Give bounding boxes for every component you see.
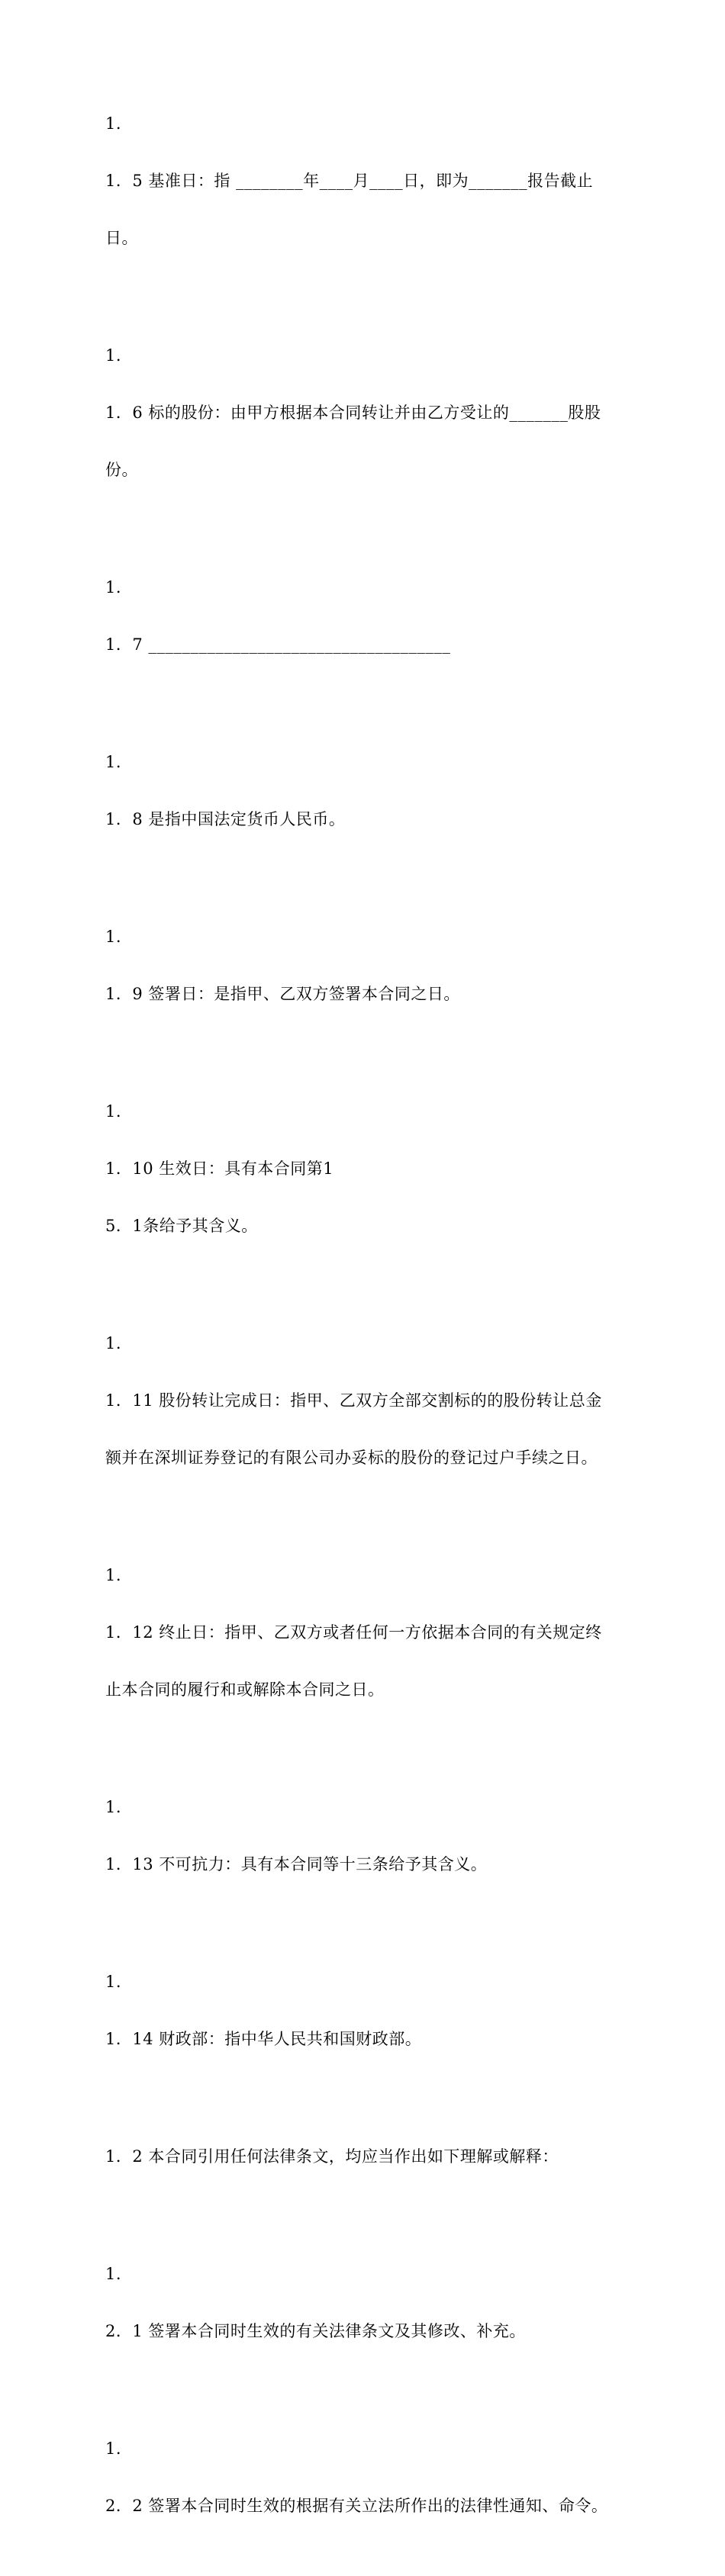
clause-line: 1．13 不可抗力：具有本合同等十三条给予其含义。 — [105, 1855, 488, 1873]
clause-line: 1．2 本合同引用任何法律条文，均应当作出如下理解或解释： — [105, 2147, 559, 2166]
clause-line: 1. — [105, 1566, 122, 1584]
clause-line: 2．1 签署本合同时生效的有关法律条文及其修改、补充。 — [105, 2322, 526, 2340]
clause-line: 1．5 基准日：指 ________年____月____日，即为_______报告截止 — [105, 172, 594, 190]
clause-1-1-6 — [105, 308, 632, 518]
clause-line: 1．11 股份转让完成日：指甲、乙双方全部交割标的的股份转让总金 — [105, 1391, 602, 1410]
clause-1-1-12 — [105, 1528, 632, 1738]
clause-line: 1．10 生效日：具有本合同第1 — [105, 1159, 334, 1178]
clause-1-2-1 — [105, 2227, 632, 2379]
clause-line: 1．12 终止日：指甲、乙双方或者任何一方依据本合同的有关规定终 — [105, 1623, 602, 1642]
clause-line: 1．9 签署日：是指甲、乙双方签署本合同之日。 — [105, 985, 460, 1003]
clause-line: 1. — [105, 1973, 122, 1991]
clause-line: 1. — [105, 2439, 122, 2458]
clause-1-1-14 — [105, 1934, 632, 2087]
clause-line: 1. — [105, 1798, 122, 1816]
clause-line: 1. — [105, 2265, 122, 2283]
clause-1-1-5 — [105, 76, 632, 286]
clause-line: 份。 — [105, 461, 138, 479]
clause-1-1-10 — [105, 1064, 632, 1274]
clause-line: 1. — [105, 753, 122, 771]
clause-line: 1．14 财政部：指中华人民共和国财政部。 — [105, 2030, 422, 2048]
clause-line: 1. — [105, 1102, 122, 1121]
clause-line: 1. — [105, 578, 122, 597]
clause-line: 5．1条给予其含义。 — [105, 1217, 258, 1235]
clause-line: 1．8 是指中国法定货币人民币。 — [105, 810, 346, 828]
clause-1-1-9 — [105, 889, 632, 1042]
clause-line: 1. — [105, 1334, 122, 1352]
clause-1-1-11 — [105, 1296, 632, 1506]
clause-1-2-2 — [105, 2401, 632, 2554]
clause-1-1-13 — [105, 1760, 632, 1912]
document-body — [105, 76, 632, 2576]
clause-line: 2．2 签署本合同时生效的根据有关立法所作出的法律性通知、命令。 — [105, 2497, 608, 2515]
clause-1-2 — [105, 2109, 632, 2205]
clause-line: 1．7 ____________________________________ — [105, 635, 451, 654]
clause-1-1-8 — [105, 715, 632, 867]
clause-line: 1. — [105, 114, 122, 133]
clause-line: 1. — [105, 346, 122, 365]
clause-line: 1. — [105, 928, 122, 946]
clause-1-1-7 — [105, 540, 632, 693]
clause-line: 额并在深圳证券登记的有限公司办妥标的股份的登记过户手续之日。 — [105, 1449, 598, 1467]
clause-line: 止本合同的履行和或解除本合同之日。 — [105, 1680, 385, 1699]
clause-line: 1．6 标的股份：由甲方根据本合同转让并由乙方受让的_______股股 — [105, 404, 601, 422]
clause-line: 日。 — [105, 229, 138, 247]
